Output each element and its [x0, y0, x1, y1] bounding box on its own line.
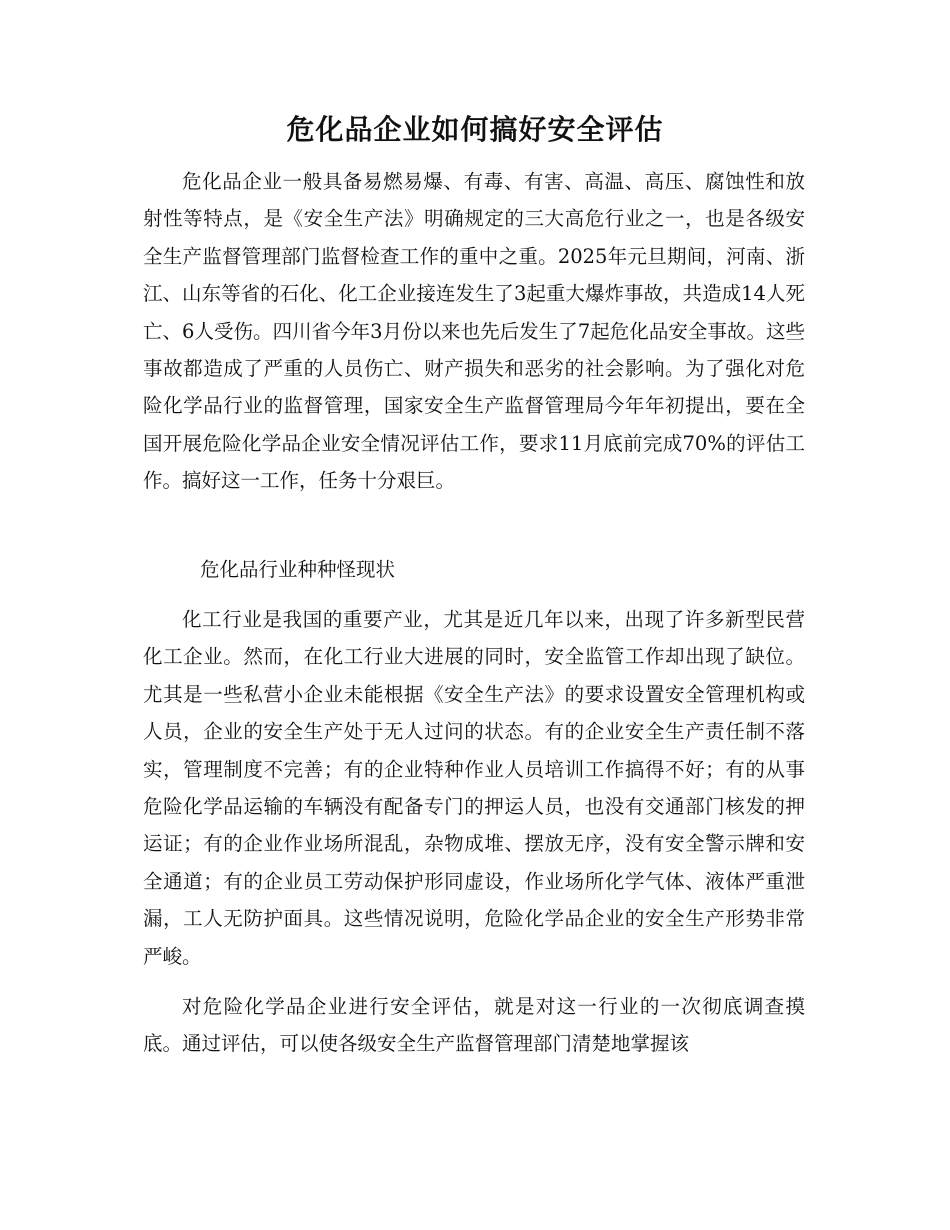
section-heading: 危化品行业种种怪现状 — [200, 558, 396, 581]
paragraph-assessment: 对危险化学品企业进行安全评估，就是对这一行业的一次彻底调查摸底。通过评估，可以使各级安全生产监督管理部门清楚地掌握该 — [143, 995, 805, 1056]
paragraph-current-situation: 化工行业是我国的重要产业，尤其是近几年以来，出现了许多新型民营化工企业。然而，在化工行业大进展的同时，安全监管工作却出现了缺位。尤其是一些私营小企业未能根据《安全生产法》的要求设置安全管理机构或人员，企业的安全生产处于无人过问的状态。有的企业安全生产责任制不落实，管理制度不完善；有的企业特种作业人员培训工作搞得不好；有的从事危险化学品运输的车辆没有配备专门的押运人员，也没有交通部门核发的押运证；有的企业作业场所混乱，杂物成堆、摆放无序，没有安全警示牌和安全通道；有的企业员工劳动保护形同虚设，作业场所化学气体、液体严重泄漏，工人无防护面具。这些情况说明，危险化学品企业的安全生产形势非常严峻。 — [143, 608, 805, 968]
document-title: 危化品企业如何搞好安全评估 — [286, 113, 664, 146]
paragraph-intro: 危化品企业一般具备易燃易爆、有毒、有害、高温、高压、腐蚀性和放射性等特点，是《安全生产法》明确规定的三大高危行业之一，也是各级安全生产监督管理部门监督检查工作的重中之重。2025年元旦期间，河南、浙江、山东等省的石化、化工企业接连发生了3起重大爆炸事故，共造成14人死亡、6人受伤。四川省今年3月份以来也先后发生了7起危化品安全事故。这些事故都造成了严重的人员伤亡、财产损失和恶劣的社会影响。为了强化对危险化学品行业的监督管理，国家安全生产监督管理局今年年初提出，要在全国开展危险化学品企业安全情况评估工作，要求11月底前完成70%的评估工作。搞好这一工作，任务十分艰巨。 — [143, 170, 805, 493]
